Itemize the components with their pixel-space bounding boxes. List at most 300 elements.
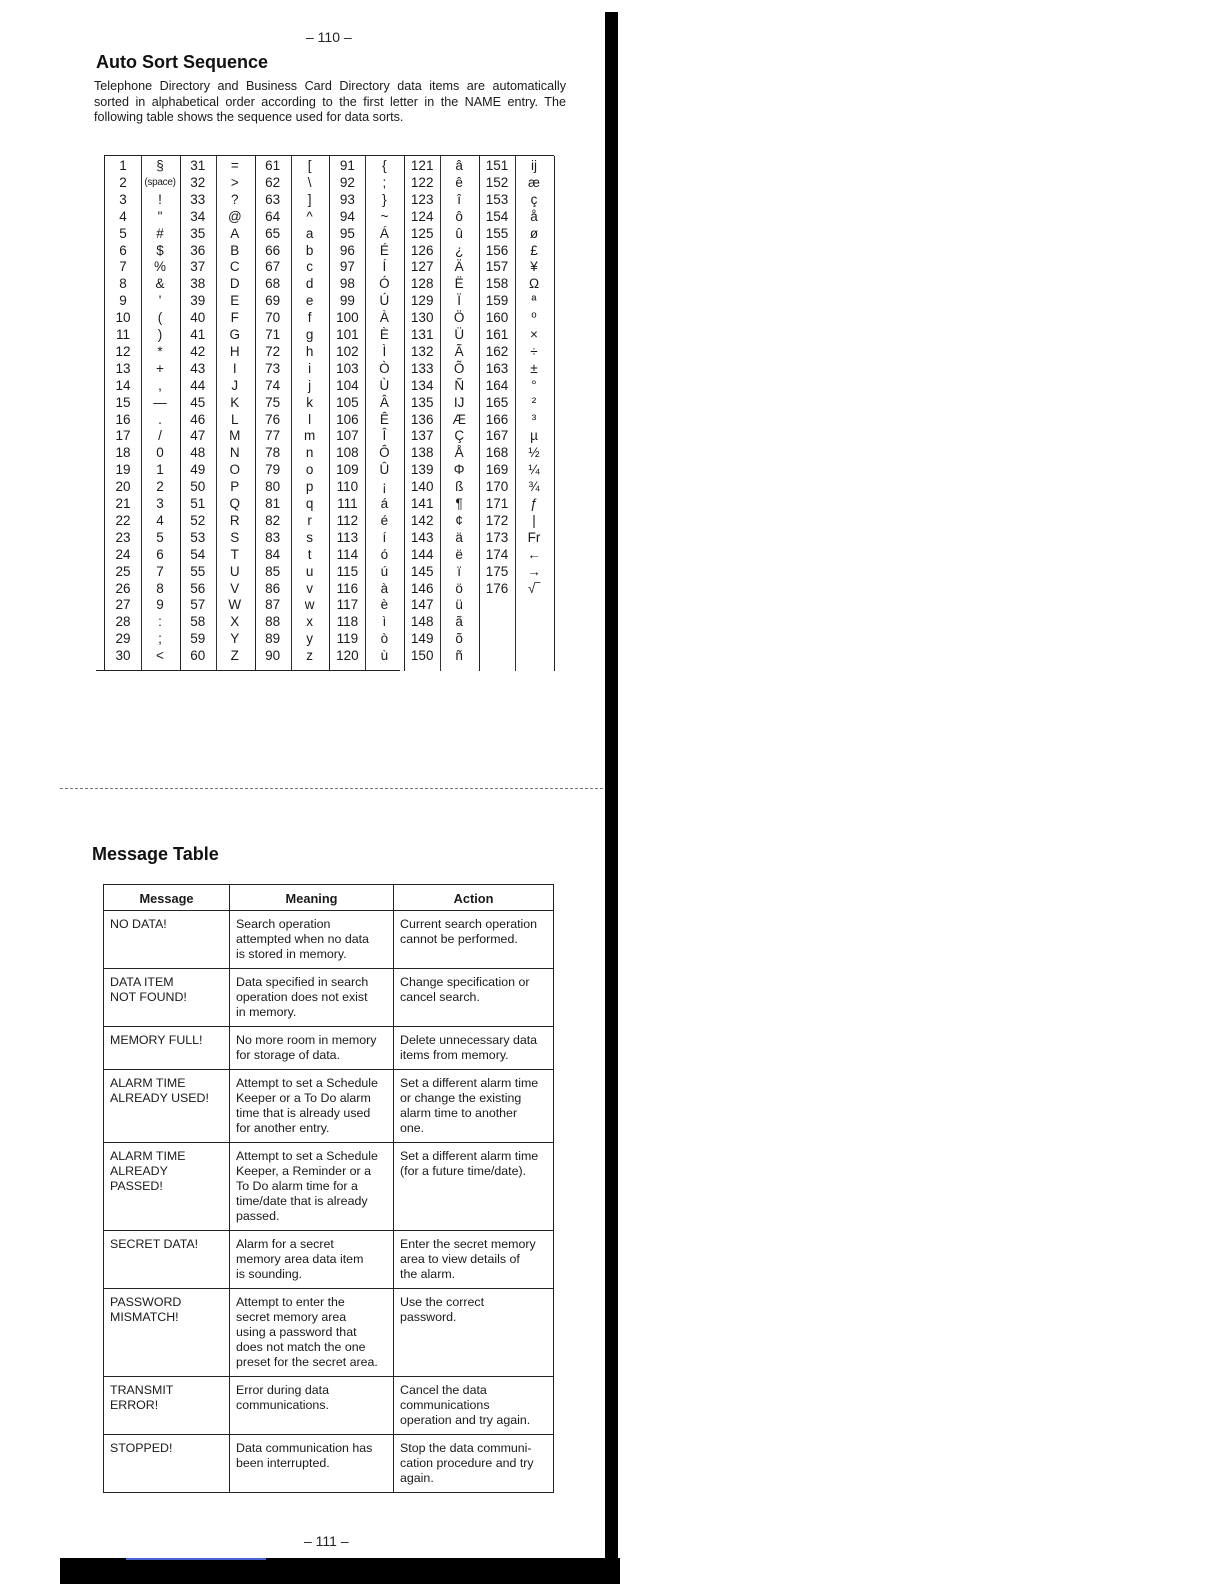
sort-character: U [229,563,240,579]
sort-character: ½ [528,445,540,461]
sort-code: 125 [410,225,434,241]
sort-character: µ [530,428,538,444]
sort-grid-bottom-rule [96,670,400,671]
cell-action: Current search operation cannot be performed. [394,911,554,969]
sort-code: 162 [485,343,509,359]
sort-code: 92 [339,174,355,190]
cell-action: Set a different alarm time (for a future time/date). [394,1143,554,1231]
sort-character: . [158,411,162,427]
sort-character: ¾ [528,479,540,495]
sort-code: 12 [115,343,131,359]
sort-code: 94 [339,208,355,224]
sort-code: 31 [190,158,206,173]
sort-character: I [232,360,237,376]
sort-character: ç [530,191,538,207]
sort-character: Æ [452,411,466,427]
sort-code: 63 [265,191,281,207]
sort-character: C [229,259,240,275]
sort-code: 37 [190,259,206,275]
table-row [104,969,554,1027]
sort-character: ê [455,174,463,190]
sort-code: 113 [336,529,359,545]
sort-code: 8 [119,276,127,292]
sort-character: IJ [453,394,465,410]
sort-character: D [229,276,240,292]
sort-code: 148 [410,614,434,630]
sort-code: 157 [485,259,509,275]
sort-code: 73 [265,360,281,376]
sort-code: 26 [115,580,131,596]
sort-character: B [230,242,240,258]
sort-character: : [158,614,162,630]
sort-character: Z [230,648,239,664]
sort-code: 24 [115,546,131,562]
sort-code: 9 [119,293,127,309]
sort-code: 98 [339,276,355,292]
sort-code: 20 [115,479,131,495]
sort-code: 149 [410,631,434,647]
sort-character: º [531,310,537,326]
sort-code: 121 [410,158,434,173]
table-row [104,1027,554,1070]
sort-code: 74 [265,377,281,393]
sort-character: ô [455,208,463,224]
sort-character: n [305,445,314,461]
table-row [104,1231,554,1289]
sort-character: 1 [156,462,164,478]
sort-code: 168 [485,445,509,461]
sort-character: Î [382,428,387,444]
sort-code: 159 [485,293,509,309]
sort-code: 79 [265,462,281,478]
sort-code: 100 [336,310,359,326]
sort-code: 44 [190,377,206,393]
sort-character: & [155,276,165,292]
sort-character: h [305,343,314,359]
sort-character: ò [380,631,389,647]
sort-code: 35 [190,225,206,241]
sort-character: æ [527,174,540,190]
sort-code: 171 [485,496,509,511]
sort-code: 72 [265,343,281,359]
sort-code: 41 [190,327,206,342]
sort-character: f [307,310,312,326]
sort-character: / [158,428,162,444]
sort-code: 61 [265,158,281,173]
sort-code: 40 [190,310,206,326]
sort-code: 117 [336,597,359,613]
sort-character: é [380,512,389,528]
sort-code: 16 [115,411,131,427]
sort-character: ù [380,648,389,664]
sort-code: 154 [485,208,509,224]
sort-code: 39 [190,293,206,309]
sort-code: 107 [336,428,359,444]
sort-character: g [305,327,314,342]
sort-character: î [457,191,462,207]
sort-character: d [305,276,314,292]
sort-character: E [230,293,240,309]
sort-code: 49 [190,462,206,478]
sort-character: V [230,580,240,596]
sort-character: ª [531,293,537,309]
sort-code: 17 [115,428,131,444]
sort-character: i [308,360,312,376]
sort-code: 108 [336,445,359,461]
sort-character: 8 [156,580,164,596]
sort-character: 5 [156,529,164,545]
sort-code: 15 [115,394,131,410]
sort-code: 97 [339,259,355,275]
sort-character: e [305,293,314,309]
sort-character: í [382,529,387,545]
sort-character: ^ [306,208,313,224]
sort-code: 93 [339,191,355,207]
sort-code: 4 [119,208,127,224]
section-title-message-table: Message Table [92,844,219,864]
sort-code: 143 [410,529,434,545]
sort-code: 78 [265,445,281,461]
sort-character: É [379,242,389,258]
cell-message: ALARM TIME ALREADY PASSED! [104,1143,230,1231]
sort-character: K [230,394,240,410]
sort-character: o [305,462,314,478]
sort-character: G [229,327,241,342]
cell-meaning: Attempt to set a Schedule Keeper or a To Do alarm time that is already used for another entry. [230,1070,394,1143]
sort-character: ( [157,310,163,326]
sort-code: 175 [485,563,509,579]
sort-code: 46 [190,411,206,427]
sort-code: 96 [339,242,355,258]
sort-character: Â [379,394,389,410]
cell-meaning: Data communication has been interrupted. [230,1435,394,1493]
sort-code: 111 [337,496,358,511]
table-header-row [104,885,554,911]
sort-character: N [229,445,240,461]
cell-action: Enter the secret memory area to view details of the alarm. [394,1231,554,1289]
sort-code: 133 [410,360,434,376]
auto-sort-intro: Telephone Directory and Business Card Directory data items are automatically sorted in alphabetical order according to the first letter in the NAME entry. The following table shows the sequence used for data sorts. [94,79,566,124]
sort-code: 84 [265,546,281,562]
sort-character: ó [380,546,389,562]
cell-message: SECRET DATA! [104,1231,230,1289]
sort-character: 9 [156,597,164,613]
sort-code: 166 [485,411,509,427]
sort-character: Y [230,631,240,647]
sort-character: û [455,225,463,241]
cell-message: STOPPED! [104,1435,230,1493]
sort-character: u [305,563,314,579]
sort-code: 33 [190,191,206,207]
sort-character: ← [527,546,541,562]
sort-character: ij [531,158,537,173]
sort-character: % [153,259,166,275]
cell-message: MEMORY FULL! [104,1027,230,1070]
sort-character: @ [227,208,242,224]
sort-code: 47 [190,428,206,444]
sort-character: | [532,512,536,528]
sort-character: O [229,462,241,478]
cell-action: Use the correct password. [394,1289,554,1377]
sort-code: 151 [485,158,509,173]
sort-code: 82 [265,512,281,528]
sort-character: Ï [457,293,462,309]
sort-character: √‾ [528,580,540,596]
cell-meaning: Attempt to set a Schedule Keeper, a Reminder or a To Do alarm time for a time/date that is already passed. [230,1143,394,1231]
sort-code: 106 [336,411,359,427]
cell-action: Stop the data communi- cation procedure and try again. [394,1435,554,1493]
sort-code: 145 [410,563,434,579]
sort-code: 174 [485,546,509,562]
sort-character: 7 [156,563,164,579]
sort-code: 91 [339,158,355,173]
sort-code: 131 [410,327,434,342]
sort-character: ö [455,580,463,596]
sort-character: p [305,479,314,495]
table-row [104,1289,554,1377]
sort-code: 165 [485,394,509,410]
sort-code: 126 [410,242,434,258]
sort-character: → [527,563,541,579]
sort-code: 95 [339,225,355,241]
sort-character: â [455,158,463,173]
sort-character: À [379,310,389,326]
sort-code: 36 [190,242,206,258]
sort-character: P [230,479,240,495]
sort-code: 156 [485,242,509,258]
sort-code: 3 [119,191,127,207]
sort-code: 57 [190,597,206,613]
sort-code: 169 [485,462,509,478]
sort-code: 152 [485,174,509,190]
sort-code: 71 [265,327,281,342]
sort-code: 30 [115,648,131,664]
cell-message: NO DATA! [104,911,230,969]
sort-code: 65 [265,225,281,241]
sort-character: Ê [379,411,389,427]
table-row [104,1070,554,1143]
sort-character: ü [455,597,463,613]
sort-code: 137 [410,428,434,444]
sort-code: 68 [265,276,281,292]
sort-column-pair [404,156,480,671]
sort-character: M [229,428,241,444]
sort-character: á [380,496,389,511]
sort-character: q [305,496,314,511]
table-row [104,1377,554,1435]
sort-code: 23 [115,529,131,545]
sort-code: 173 [485,529,509,545]
sort-character: £ [530,242,538,258]
sort-code: 99 [339,293,355,309]
sort-code: 10 [115,310,131,326]
sort-character: Ë [454,276,464,292]
sort-character: à [380,580,389,596]
sort-code: 161 [485,327,509,342]
sort-character: Ñ [454,377,465,393]
sort-character: ¢ [455,512,463,528]
sort-character: Ä [454,259,464,275]
sort-character: k [306,394,313,410]
sort-character: < [156,648,164,664]
sort-character: È [379,327,389,342]
sort-character: ø [529,225,539,241]
sort-code: 76 [265,411,281,427]
sort-character: Û [379,462,390,478]
sort-character: J [231,377,239,393]
sort-character: Ú [379,293,390,309]
cell-meaning: Attempt to enter the secret memory area using a password that does not match the one preset for the secret area. [230,1289,394,1377]
sort-character: m [303,428,316,444]
sort-code: 164 [485,377,509,393]
sort-code: 59 [190,631,206,647]
sort-character: b [305,242,314,258]
sort-character: Í [382,259,387,275]
sort-character: ) [157,327,163,342]
sort-code: 146 [410,580,434,596]
sort-code: 122 [410,174,434,190]
sort-code: 103 [336,360,359,376]
sort-character: " [157,208,163,224]
sort-code: 56 [190,580,206,596]
sort-character: j [308,377,312,393]
cell-action: Set a different alarm time or change the existing alarm time to another one. [394,1070,554,1143]
sort-column-pair [180,156,256,671]
sort-character: r [307,512,312,528]
sort-character: Ò [379,360,390,376]
sort-code: 29 [115,631,131,647]
sort-code: 22 [115,512,131,528]
sort-character: w [304,597,315,613]
sort-code: 153 [485,191,509,207]
sort-code: 81 [265,496,281,511]
sort-code: 75 [265,394,281,410]
sort-code: 86 [265,580,281,596]
sort-code: 13 [115,360,131,376]
sort-code: 110 [336,479,359,495]
sort-code: 64 [265,208,281,224]
sort-code: 88 [265,614,281,630]
sort-code: 144 [410,546,434,562]
sort-code: 176 [485,580,509,596]
sort-character: 2 [156,479,164,495]
sort-code: 102 [336,343,359,359]
sort-code: 45 [190,394,206,410]
sort-code: 85 [265,563,281,579]
sort-code: 25 [115,563,131,579]
sort-character: } [382,191,387,207]
sort-character: $ [156,242,164,258]
sort-code: 67 [265,259,281,275]
sort-code: 14 [115,377,131,393]
sort-code: 139 [410,462,434,478]
sort-character: X [230,614,240,630]
sort-character: Á [379,225,389,241]
sort-character: ¼ [528,462,540,478]
sort-code: 77 [265,428,281,444]
sort-column-pair [105,156,181,671]
sort-character: # [156,225,164,241]
sort-character: 4 [156,512,164,528]
cell-message: DATA ITEM NOT FOUND! [104,969,230,1027]
sort-character: è [380,597,389,613]
sort-character: ? [231,191,239,207]
sort-code: 21 [115,496,131,511]
sort-character: Φ [453,462,465,478]
header-meaning: Meaning [230,885,394,911]
cell-action: Delete unnecessary data items from memory. [394,1027,554,1070]
header-action: Action [394,885,554,911]
sort-character: ; [382,174,387,190]
sort-character: F [230,310,239,326]
sort-character: ï [457,563,462,579]
sort-code: 6 [119,242,127,258]
sort-character: v [306,580,313,596]
sort-code: 130 [410,310,434,326]
sort-character: ë [455,546,463,562]
sort-code: 140 [410,479,434,495]
sort-code: 163 [485,360,509,376]
sort-code: 167 [485,428,509,444]
sort-character: å [530,208,538,224]
sort-code: 34 [190,208,206,224]
sort-character: ¶ [455,496,463,511]
message-table [103,884,554,1493]
cell-meaning: No more room in memory for storage of data. [230,1027,394,1070]
sort-character: , [158,377,162,393]
sort-code: 142 [410,512,434,528]
sort-character: Q [229,496,241,511]
sort-character: Õ [453,360,465,376]
sort-code: 83 [265,529,281,545]
sort-character: ¿ [455,242,464,258]
sort-character: s [306,529,313,545]
sort-code: 2 [119,174,127,190]
sort-column-pair [255,156,331,671]
sort-code: 66 [265,242,281,258]
sort-character: \ [307,174,312,190]
sort-column-pair [329,156,405,671]
sort-code: 1 [119,158,127,173]
sort-character: § [156,158,164,173]
sort-character: l [308,411,312,427]
sort-character: Ô [379,445,390,461]
sort-character: ° [531,377,537,393]
sort-character: ì [382,614,387,630]
sort-character: a [305,225,314,241]
sort-character: c [306,259,313,275]
sort-character: [ [307,158,312,173]
sort-character: R [229,512,240,528]
sort-character: y [306,631,313,647]
cell-message: TRANSMIT ERROR! [104,1377,230,1435]
sort-character: Ω [528,276,540,292]
sort-character: 3 [156,496,164,511]
sort-code: 120 [336,648,359,664]
sort-code: 53 [190,529,206,545]
sort-character: — [153,394,167,410]
sort-character: ² [531,394,537,410]
sort-character: L [231,411,239,427]
sort-code: 19 [115,462,131,478]
sort-code: 50 [190,479,206,495]
section-title-auto-sort: Auto Sort Sequence [96,52,269,72]
sort-character: ± [530,360,538,376]
header-message: Message [104,885,230,911]
sort-character: 6 [156,546,164,562]
table-row [104,1143,554,1231]
scan-edge-right [605,12,618,1584]
